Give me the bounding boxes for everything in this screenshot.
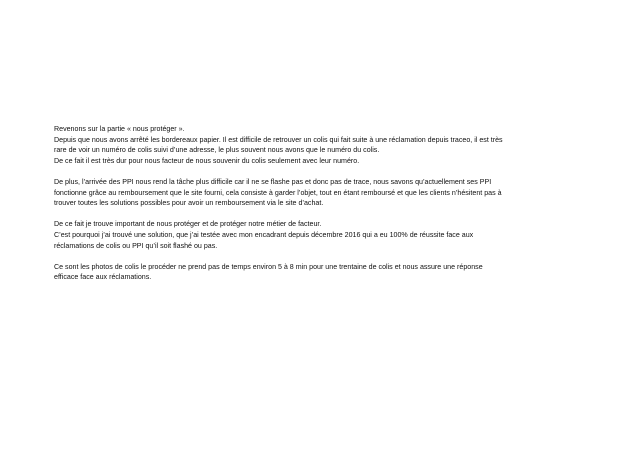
- text-line: trouver toutes les solutions possibles pour avoir un remboursement via le site d’achat.: [54, 199, 324, 208]
- paragraph-ppi: [54, 177, 614, 209]
- text-line: Revenons sur la partie « nous protéger ».: [54, 125, 185, 133]
- text-line: Depuis que nous avons arrêté les bordereaux papier. Il est difficile de retrouver un colis qui fait suite à une réclamation depuis traceo, il est très: [54, 135, 503, 144]
- text-line: De plus, l’arrivée des PPI nous rend la tâche plus difficile car il ne se flashe pas et donc pas de trace, nous savons qu’actuellement ses PPI: [54, 177, 492, 186]
- text-line: Ce sont les photos de colis le procéder ne prend pas de temps environ 5 à 8 min pour une trentaine de colis et nous assure une réponse: [54, 262, 483, 271]
- paragraph-intro: [54, 124, 614, 166]
- text-line: réclamations de colis ou PPI qu’il soit flashé ou pas.: [54, 241, 218, 250]
- text-line: rare de voir un numéro de colis suivi d’une adresse, le plus souvent nous avons que le numéro du colis.: [54, 146, 380, 155]
- paragraph-solution: [54, 219, 614, 251]
- text-line: De ce fait il est très dur pour nous facteur de nous souvenir du colis seulement avec leur numéro.: [54, 156, 360, 165]
- text-line: De ce fait je trouve important de nous protéger et de protéger notre métier de facteur.: [54, 220, 322, 229]
- document-body: [54, 124, 614, 294]
- text-line: efficace face aux réclamations.: [54, 273, 152, 282]
- text-line: C’est pourquoi j’ai trouvé une solution, que j’ai testée avec mon encadrant depuis décembre 2016 qui a eu 100% de réussite face aux: [54, 230, 474, 239]
- paragraph-photos: [54, 262, 614, 283]
- text-line: fonctionne grâce au remboursement que le site fourni, cela consiste à garder l’objet, tout en étant remboursé et que les clients n’hésitent pas à: [54, 188, 502, 197]
